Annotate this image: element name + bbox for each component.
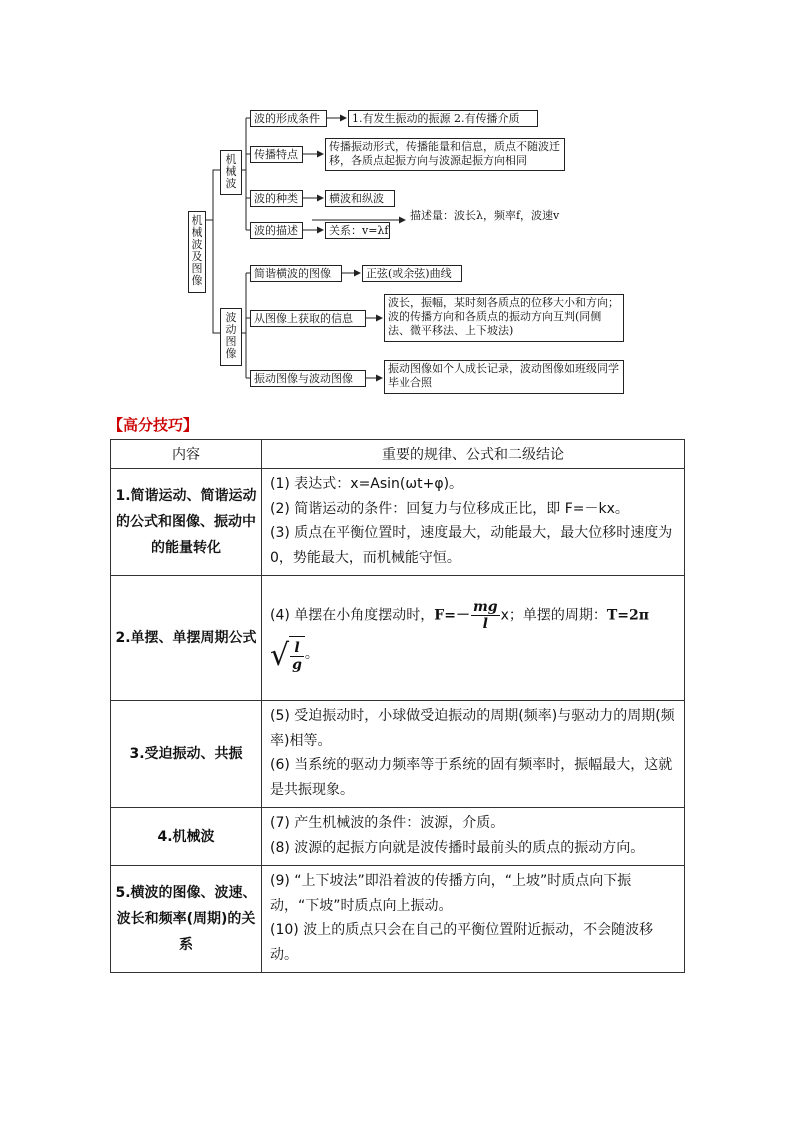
branch-graph-label: 波动图像	[225, 311, 237, 360]
node-propagation-label: 传播特点	[254, 148, 298, 161]
mindmap-root	[188, 211, 206, 293]
rule-line: (7) 产生机械波的条件：波源，介质。	[270, 815, 505, 831]
l-over-g-fraction	[290, 640, 304, 673]
frac-numerator: mg	[472, 598, 498, 615]
rule-line: (3) 质点在平衡位置时，速度最大，动能最大，最大位移时速度为 0，势能最大，而机械能守恒。	[270, 525, 673, 566]
table-row	[111, 701, 685, 808]
row-topic: 3.受迫振动、共振	[111, 701, 262, 808]
node-types-detail-text: 横波和纵波	[329, 192, 384, 205]
branch-mechanical-wave	[220, 150, 242, 195]
frac-denominator: l	[482, 615, 488, 632]
mindmap-root-label: 机械波及图像	[191, 214, 203, 287]
header-content: 内容	[111, 440, 262, 469]
table-row	[111, 866, 685, 973]
branch-mechanical-label: 机械波	[225, 153, 237, 190]
node-propagation-detail	[325, 138, 565, 171]
node-shm-graph-label: 简谐横波的图像	[254, 267, 331, 280]
node-describe	[250, 222, 303, 239]
node-compare-detail-text: 振动图像如个人成长记录，波动图像如班级同学毕业合照	[388, 362, 619, 389]
row-rules	[262, 866, 685, 973]
row-topic: 1.简谐运动、简谐运动的公式和图像、振动中的能量转化	[111, 469, 262, 576]
row-rules	[262, 469, 685, 576]
row-rules	[262, 576, 685, 701]
row-rules	[262, 808, 685, 866]
node-graph-info-detail-text: 波长，振幅，某时刻各质点的位移大小和方向；波的传播方向和各质点的振动方向互判(同侧法、微平移法、上下坡法)	[388, 296, 619, 337]
rule-line: (1) 表达式：x=Asin(ωt+φ)。	[270, 476, 464, 492]
node-describe-label: 波的描述	[254, 224, 298, 237]
table-row	[111, 469, 685, 576]
node-formation-label: 波的形成条件	[254, 112, 320, 125]
row-topic: 2.单摆、单摆周期公式	[111, 576, 262, 701]
radical-sign: √	[270, 637, 290, 673]
row-topic: 5.横波的图像、波速、波长和频率(周期)的关系	[111, 866, 262, 973]
tips-table	[110, 439, 685, 973]
rule-line: (6) 当系统的驱动力频率等于系统的固有频率时，振幅最大，这就是共振现象。	[270, 757, 673, 798]
concept-mindmap	[180, 95, 640, 400]
rule-line: (5) 受迫振动时，小球做受迫振动的周期(频率)与驱动力的周期(频率)相等。	[270, 708, 675, 749]
section-title: 【高分技巧】	[108, 416, 199, 434]
node-relation-text: 关系：v=λf	[329, 224, 389, 237]
sqrt-l-over-g	[270, 636, 305, 676]
node-formation-detail-text: 1.有发生振动的振源 2.有传播介质	[352, 112, 520, 125]
frac-numerator: l	[290, 640, 304, 657]
node-compare	[250, 370, 366, 387]
node-formation-detail	[348, 110, 538, 127]
rule-line: (9) “上下坡法”即沿着波的传播方向，“上坡”时质点向下振动，“下坡”时质点向上振动。	[270, 873, 632, 914]
period-tail: 。	[304, 645, 319, 662]
node-shm-graph-detail	[362, 265, 462, 282]
force-formula-label: F=－	[434, 607, 470, 623]
branch-wave-graph	[220, 308, 242, 366]
node-shm-graph-detail-text: 正弦(或余弦)曲线	[366, 267, 452, 280]
rule-line: (8) 波源的起振方向就是波传播时最前头的质点的振动方向。	[270, 839, 645, 856]
node-graph-info	[250, 310, 366, 327]
table-row	[111, 576, 685, 701]
pendulum-rule-tail: x；单摆的周期：	[500, 607, 607, 623]
table-row	[111, 808, 685, 866]
node-shm-graph	[250, 265, 342, 282]
node-types-label: 波的种类	[254, 192, 298, 205]
node-graph-info-detail	[384, 294, 624, 342]
node-graph-info-label: 从图像上获取的信息	[254, 312, 353, 325]
node-quantities	[407, 208, 562, 226]
rule-line: (10) 波上的质点只会在自己的平衡位置附近振动，不会随波移动。	[270, 922, 654, 963]
rule-line: (2) 简谐运动的条件：回复力与位移成正比，即 F=－kx。	[270, 500, 629, 517]
node-relation	[325, 222, 390, 239]
node-propagation	[250, 146, 303, 163]
node-types-detail	[325, 190, 395, 207]
period-formula-label: T=2π	[606, 607, 649, 623]
mg-over-l-fraction	[471, 599, 500, 632]
frac-denominator: g	[292, 656, 302, 673]
node-formation	[250, 110, 327, 127]
node-compare-detail	[384, 360, 624, 394]
node-types	[250, 190, 303, 207]
row-rules	[262, 701, 685, 808]
header-rules: 重要的规律、公式和二级结论	[262, 440, 685, 469]
node-compare-label: 振动图像与波动图像	[254, 372, 353, 385]
pendulum-rule-prefix: (4) 单摆在小角度摆动时，	[270, 607, 435, 623]
row-topic: 4.机械波	[111, 808, 262, 866]
table-header-row	[111, 440, 685, 469]
node-quantities-text: 描述量：波长λ，频率f，波速v	[410, 209, 560, 222]
node-propagation-detail-text: 传播振动形式，传播能量和信息，质点不随波迁移，各质点起振方向与波源起振方向相同	[329, 140, 560, 167]
